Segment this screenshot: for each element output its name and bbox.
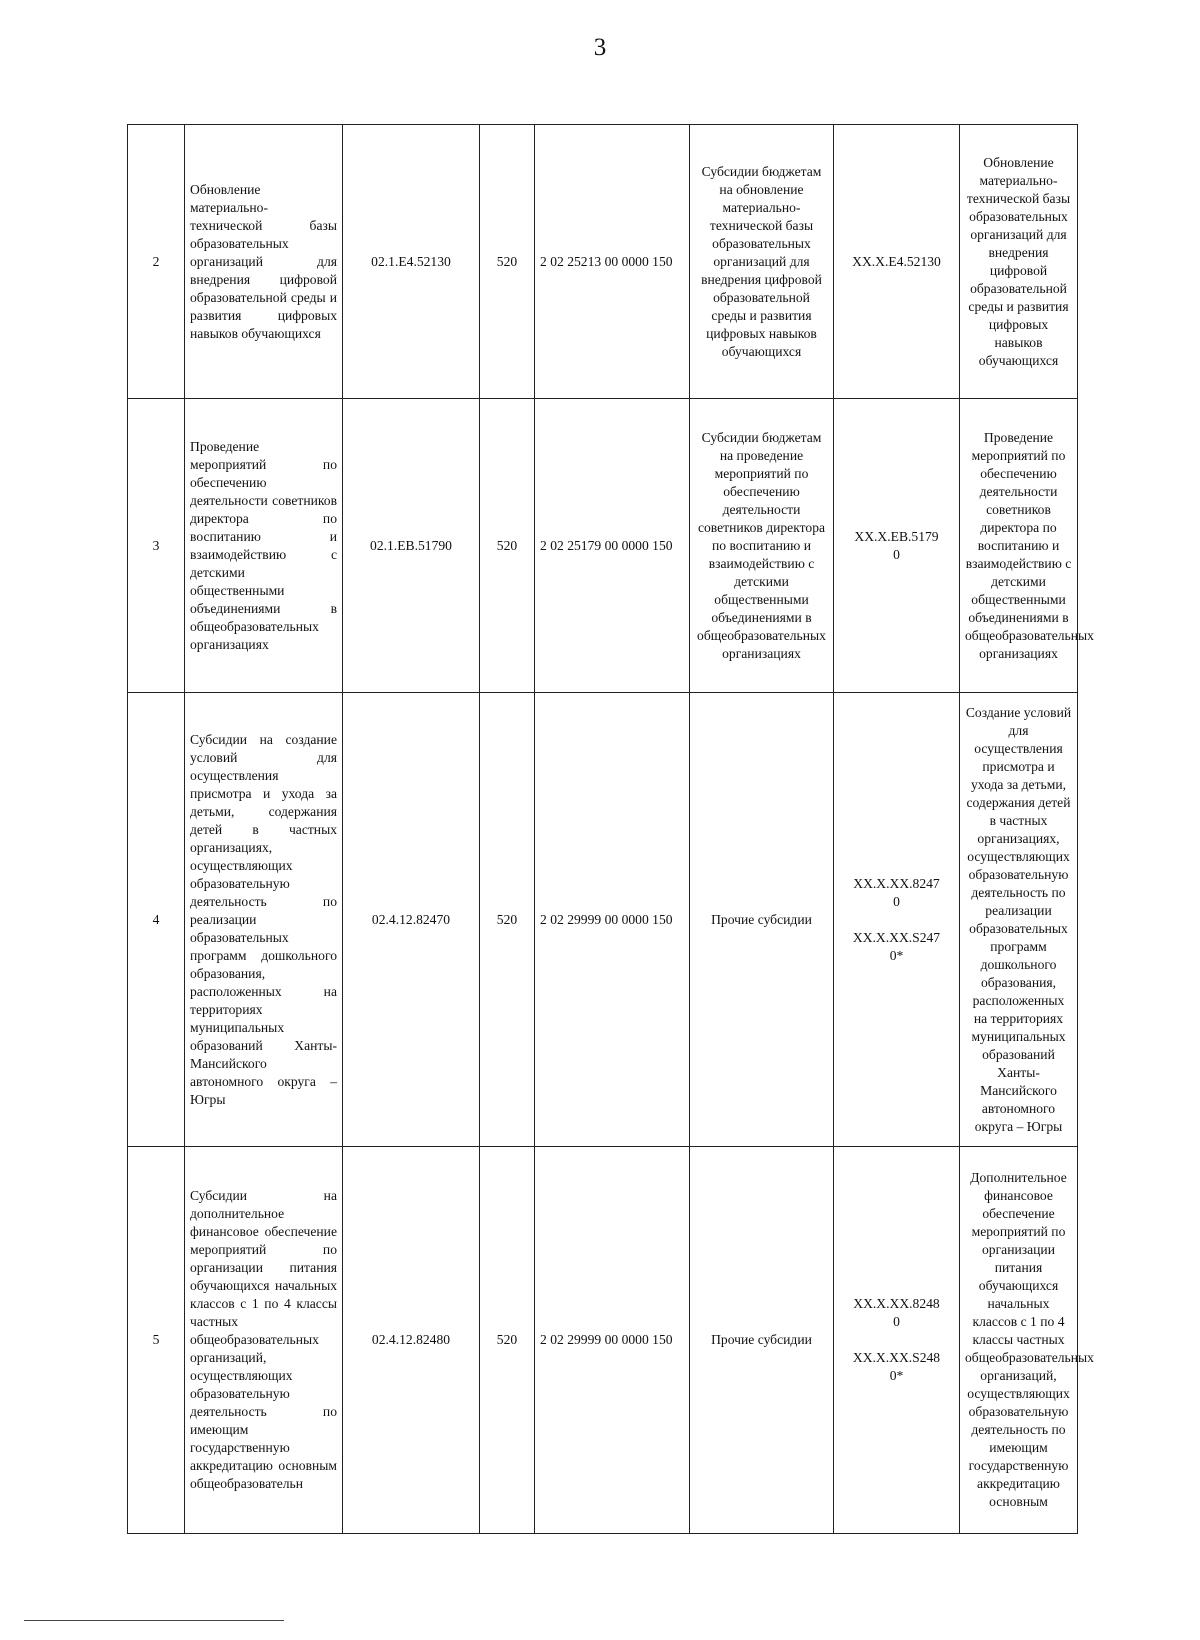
revenue-classification-code: 2 02 29999 00 0000 150 <box>540 1332 673 1347</box>
local-event-name: Создание условий для осуществления присмотра и ухода за детьми, содержания детей в частных организациях, осуществляющих образовательную деятельность по реализации образовательных программ дошкольного образования, расположенных на территориях муниципальных образований Ханты-Мансийского автономного округа – Югры <box>965 704 1072 1134</box>
revenue-code-cell <box>535 125 690 399</box>
local-code-cell <box>834 125 960 399</box>
row-number-cell <box>128 399 185 693</box>
revenue-name-cell <box>690 125 834 399</box>
table-row <box>128 1147 1078 1534</box>
revenue-name: Прочие субсидии <box>711 1332 812 1347</box>
revenue-code-cell <box>535 399 690 693</box>
local-name-cell <box>960 1147 1094 1534</box>
expense-type-cell <box>480 1147 535 1534</box>
row-number-cell <box>128 125 185 399</box>
local-event-name: Дополнительное финансовое обеспечение мероприятий по организации питания обучающихся начальных классов с 1 по 4 классы частных общеобразовательных организаций, осуществляющих образовательную деятельность по имеющим государственную аккредитацию основным <box>965 1170 1094 1509</box>
budget-classification-table <box>127 124 1094 1534</box>
event-name: Субсидии на дополнительное финансовое обеспечение мероприятий по организации питания обучающихся начальных классов с 1 по 4 классы частных общеобразовательных организаций, осуществляющих образовательную деятельность по имеющим государственную аккредитацию основным общеобразовательн <box>190 1188 337 1491</box>
target-article-code: 02.1.E4.52130 <box>371 253 451 269</box>
local-code-cell <box>834 693 960 1147</box>
revenue-name-cell <box>690 1147 834 1534</box>
local-code-line: XX.X.XX.8248 <box>853 1296 940 1311</box>
local-event-name: Проведение мероприятий по обеспечению деятельности советников директора по воспитанию и взаимодействию с детскими общественными объединениями в общеобразовательных организациях <box>965 429 1094 661</box>
target-code-cell <box>343 1147 480 1534</box>
table-row <box>128 399 1078 693</box>
table-row <box>128 125 1078 399</box>
expense-type-code: 520 <box>496 1332 518 1347</box>
revenue-classification-code: 2 02 25179 00 0000 150 <box>540 537 673 553</box>
local-code-cell <box>834 399 960 693</box>
page-number: 3 <box>593 34 607 61</box>
event-name-cell <box>185 1147 343 1534</box>
local-name-cell <box>960 399 1094 693</box>
local-name-cell <box>960 693 1078 1147</box>
local-code-line: 0* <box>889 947 904 963</box>
table-row <box>128 693 1078 1147</box>
local-code-line: 0 <box>893 546 900 562</box>
revenue-name-cell <box>690 693 834 1147</box>
local-code-line: XX.X.E4.52130 <box>852 253 941 269</box>
row-number-cell <box>128 693 185 1147</box>
event-name: Обновление материально-технической базы образовательных организаций для внедрения цифровой образовательной среды и развития цифровых навыков обучающихся <box>190 181 337 341</box>
expense-type-code: 520 <box>496 253 518 269</box>
local-code-line: 0 <box>893 893 900 909</box>
target-code-cell <box>343 693 480 1147</box>
revenue-classification-code: 2 02 25213 00 0000 150 <box>540 253 673 269</box>
target-article-code: 02.4.12.82480 <box>371 1332 451 1347</box>
expense-type-cell <box>480 693 535 1147</box>
revenue-name: Субсидии бюджетам на обновление материально-технической базы образовательных организаций для внедрения цифровой образовательной среды и развития цифровых навыков обучающихся <box>701 163 822 359</box>
local-code-line: 0* <box>889 1368 904 1383</box>
revenue-name: Прочие субсидии <box>711 911 812 927</box>
local-code-line: XX.X.EB.5179 <box>854 528 939 544</box>
local-code-line: XX.X.XX.8247 <box>853 875 940 891</box>
local-event-name: Обновление материально-технической базы образовательных организаций для внедрения цифровой образовательной среды и развития цифровых навыков обучающихся <box>966 154 1071 368</box>
expense-type-cell <box>480 399 535 693</box>
row-number: 3 <box>152 537 160 553</box>
revenue-classification-code: 2 02 29999 00 0000 150 <box>540 911 673 927</box>
row-number: 4 <box>152 911 160 927</box>
event-name-cell <box>185 125 343 399</box>
ext-code-spacer <box>839 911 954 929</box>
local-code-cell <box>834 1147 960 1534</box>
expense-type-code: 520 <box>496 537 518 553</box>
revenue-code-cell <box>535 693 690 1147</box>
target-code-cell <box>343 125 480 399</box>
ext-code-spacer <box>839 1331 954 1349</box>
row-number: 2 <box>152 253 160 269</box>
local-code-line: 0 <box>893 1314 900 1329</box>
expense-type-cell <box>480 125 535 399</box>
event-name: Проведение мероприятий по обеспечению деятельности советников директора по воспитанию и взаимодействию с детскими общественными объединениями в общеобразовательных организациях <box>190 438 337 652</box>
row-number: 5 <box>152 1332 160 1347</box>
expense-type-code: 520 <box>496 911 518 927</box>
local-code-line: XX.X.XX.S247 <box>852 929 941 945</box>
revenue-name: Субсидии бюджетам на проведение мероприятий по обеспечению деятельности советников директора по воспитанию и взаимодействию с детскими общественными объединениями в общеобразовательных организациях <box>697 429 826 661</box>
footer-rule <box>24 1620 284 1621</box>
target-code-cell <box>343 399 480 693</box>
revenue-code-cell <box>535 1147 690 1534</box>
row-number-cell <box>128 1147 185 1534</box>
event-name: Субсидии на создание условий для осуществления присмотра и ухода за детьми, содержания детей в частных организациях, осуществляющих образовательную деятельность по реализации образовательных программ дошкольного образования, расположенных на территориях муниципальных образований Ханты-Мансийского автономного округа – Югры <box>190 731 337 1107</box>
event-name-cell <box>185 693 343 1147</box>
target-article-code: 02.1.EB.51790 <box>370 537 452 553</box>
revenue-name-cell <box>690 399 834 693</box>
local-name-cell <box>960 125 1078 399</box>
target-article-code: 02.4.12.82470 <box>371 911 451 927</box>
local-code-line: XX.X.XX.S248 <box>852 1350 941 1365</box>
event-name-cell <box>185 399 343 693</box>
